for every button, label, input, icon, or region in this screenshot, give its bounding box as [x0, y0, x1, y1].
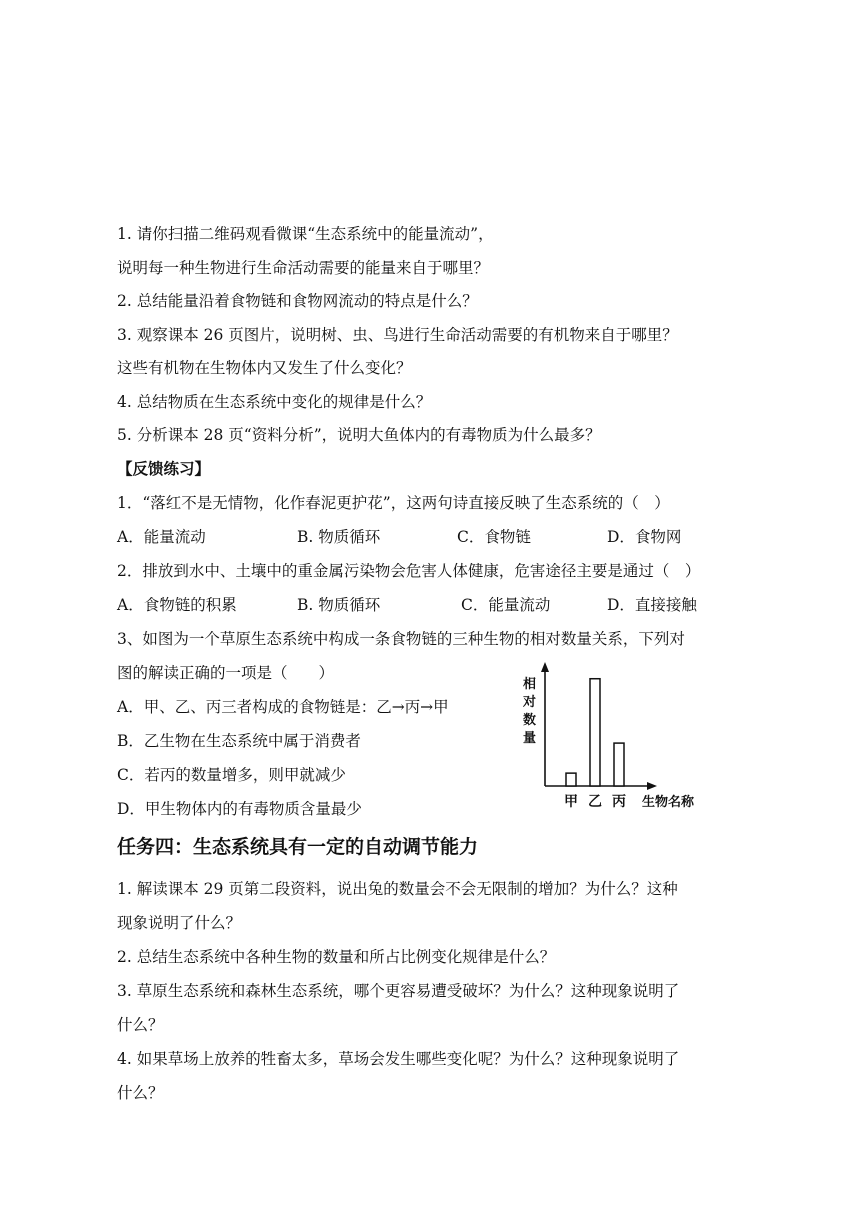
exercise-2-option-a: A．食物链的积累	[117, 596, 237, 614]
question-4: 4. 总结物质在生态系统中变化的规律是什么？	[117, 393, 432, 411]
y-axis-label-char: 数	[523, 713, 537, 728]
task-4-question-3-line-2: 什么？	[117, 1016, 164, 1034]
category-label: 乙	[588, 794, 602, 810]
bar-3	[614, 743, 624, 786]
exercise-1-option-b: B. 物质循环	[297, 528, 381, 546]
exercise-2-option-d: D．直接接触	[607, 596, 697, 614]
category-label: 甲	[564, 794, 578, 810]
bar-2	[590, 679, 600, 786]
exercise-3-option-a: A．甲、乙、丙三者构成的食物链是：乙→丙→甲	[117, 698, 449, 716]
task-4-question-4-line-1: 4. 如果草场上放养的牲畜太多，草场会发生哪些变化呢？为什么？这种现象说明了	[117, 1050, 680, 1068]
task-4-question-3-line-1: 3. 草原生态系统和森林生态系统，哪个更容易遭受破坏？为什么？这种现象说明了	[117, 982, 680, 1000]
task-4-title: 任务四：生态系统具有一定的自动调节能力	[117, 836, 479, 858]
x-axis-label: 生物名称	[642, 795, 695, 810]
exercise-1-option-a: A．能量流动	[117, 528, 206, 546]
exercise-3-stem-line-2: 图的解读正确的一项是（ ）	[117, 664, 335, 682]
question-1-line-1: 1. 请你扫描二维码观看微课“生态系统中的能量流动”，	[117, 225, 494, 243]
exercise-3-option-b: B．乙生物在生态系统中属于消费者	[117, 732, 361, 750]
exercise-1-option-c: C．食物链	[457, 528, 531, 546]
question-5: 5. 分析课本 28 页“资料分析”，说明大鱼体内的有毒物质为什么最多？	[117, 426, 601, 444]
exercise-2-stem: 2．排放到水中、土壤中的重金属污染物会危害人体健康，危害途径主要是通过（ ）	[117, 562, 701, 580]
question-3-line-1: 3. 观察课本 26 页图片，说明树、虫、鸟进行生命活动需要的有机物来自于哪里？	[117, 326, 678, 344]
y-axis-label	[522, 676, 536, 746]
category-labels	[564, 794, 626, 810]
exercise-2-option-c: C．能量流动	[461, 596, 551, 614]
category-label: 丙	[612, 794, 626, 810]
exercise-3-stem-line-1: 3、如图为一个草原生态系统中构成一条食物链的三种生物的相对数量关系，下列对	[117, 630, 685, 648]
exercise-1-stem: 1．“落红不是无情物，化作春泥更护花”，这两句诗直接反映了生态系统的（ ）	[117, 494, 670, 512]
question-3-line-2: 这些有机物在生物体内又发生了什么变化？	[117, 359, 412, 377]
y-axis-arrow	[541, 662, 549, 672]
y-axis-label-char: 相	[523, 677, 537, 692]
task-4-question-2: 2. 总结生态系统中各种生物的数量和所占比例变化规律是什么？	[117, 948, 556, 966]
task-4-question-1-line-1: 1. 解读课本 29 页第二段资料，说出兔的数量会不会无限制的增加？为什么？这种	[117, 880, 678, 898]
question-2: 2. 总结能量沿着食物链和食物网流动的特点是什么？	[117, 292, 478, 310]
exercise-3-option-c: C．若丙的数量增多，则甲就减少	[117, 766, 346, 784]
question-1-line-2: 说明每一种生物进行生命活动需要的能量来自于哪里？	[117, 259, 490, 277]
x-axis-arrow	[647, 782, 657, 790]
y-axis-label-char: 量	[523, 731, 537, 746]
task-4-question-1-line-2: 现象说明了什么？	[117, 914, 242, 932]
exercise-3-option-d: D．甲生物体内的有毒物质含量最少	[117, 800, 362, 818]
bars-group	[566, 679, 624, 786]
y-axis-label-char: 对	[523, 695, 537, 710]
exercise-2-option-b: B. 物质循环	[297, 596, 381, 614]
relative-quantity-chart	[515, 658, 715, 818]
feedback-title: 【反馈练习】	[117, 459, 211, 478]
exercise-1-option-d: D．食物网	[607, 528, 682, 546]
task-4-question-4-line-2: 什么？	[117, 1084, 164, 1102]
bar-1	[566, 773, 576, 786]
